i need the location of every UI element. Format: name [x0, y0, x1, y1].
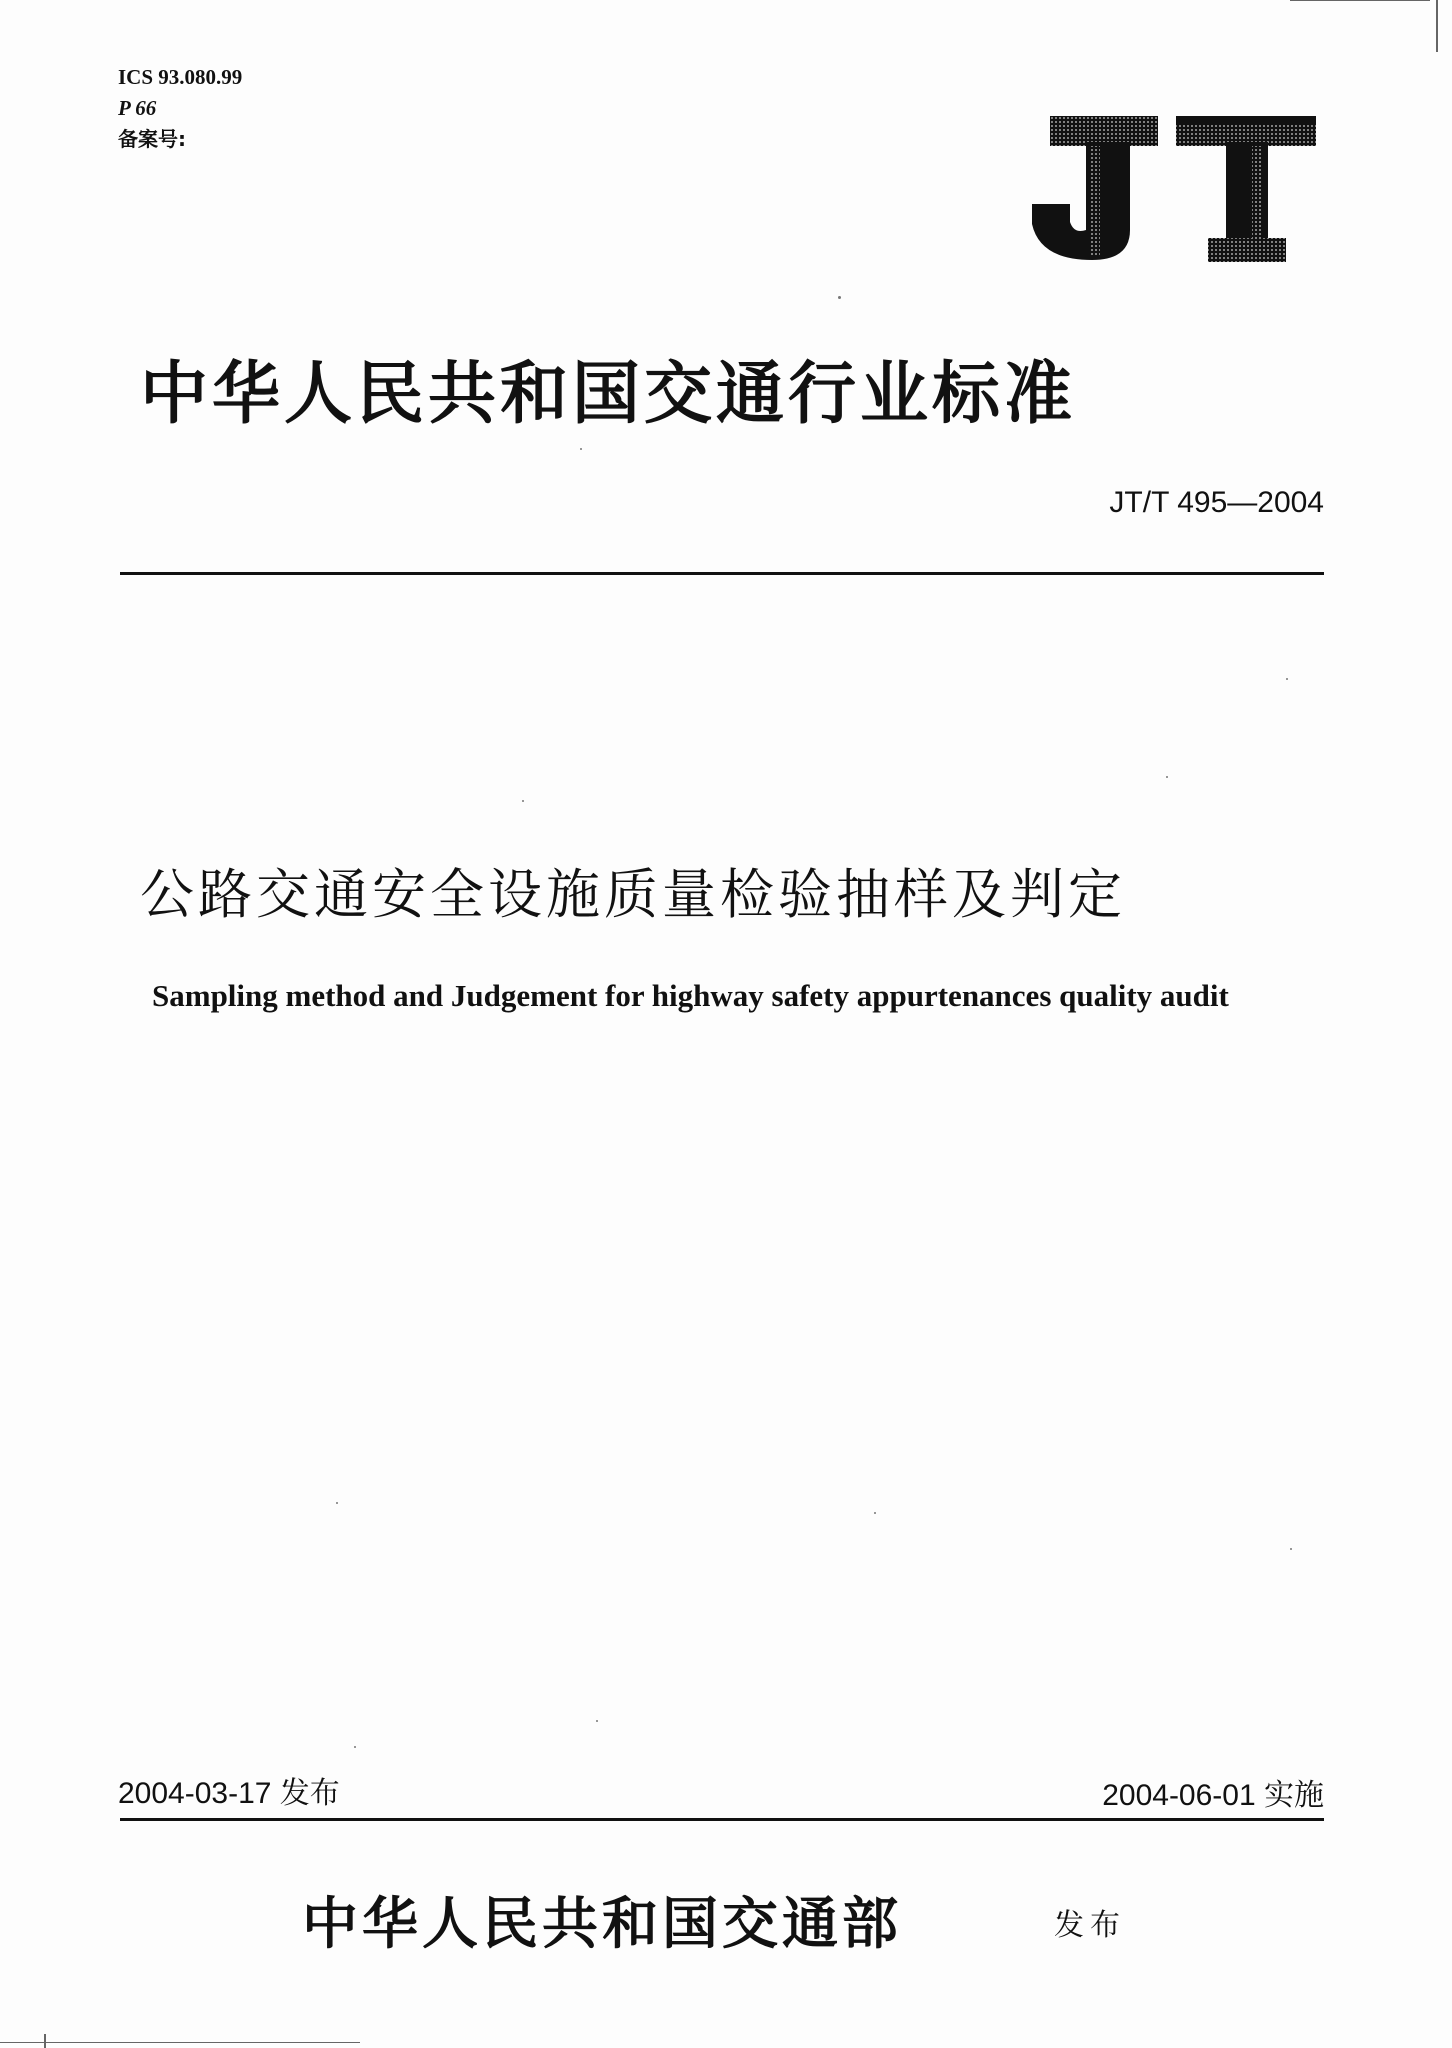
- scan-edge-mark: [0, 2042, 360, 2043]
- record-number-label: 备案号:: [118, 127, 186, 151]
- jt-standard-logo: [1030, 112, 1320, 264]
- scan-speck: [580, 448, 582, 450]
- scan-speck: [838, 296, 841, 299]
- document-title-chinese: 公路交通安全设施质量检验抽样及判定: [140, 863, 1126, 926]
- scan-speck: [596, 1720, 598, 1722]
- scan-edge-mark: [1436, 0, 1438, 52]
- scan-speck: [1290, 1548, 1292, 1550]
- issuing-authority: 中华人民共和国交通部: [302, 1891, 902, 1957]
- implementation-date: 2004-06-01 实施: [1102, 1779, 1324, 1812]
- logo-letter-j: [1032, 116, 1158, 260]
- scan-speck: [354, 1746, 356, 1748]
- classification-block: [118, 62, 242, 155]
- issuing-authority-suffix: 发布: [1054, 1908, 1126, 1943]
- class-code: P 66: [118, 96, 157, 120]
- scan-edge-mark: [1290, 0, 1430, 1]
- logo-letter-t: [1176, 116, 1316, 262]
- document-title-english: Sampling method and Judgement for highway safety appurtenances quality audit: [152, 978, 1229, 1013]
- standard-number: JT/T 495—2004: [1109, 486, 1324, 519]
- ics-code: ICS 93.080.99: [118, 65, 243, 89]
- standard-category-title: 中华人民共和国交通行业标准: [140, 354, 1077, 434]
- scan-speck: [522, 800, 524, 802]
- top-divider: [120, 572, 1324, 575]
- scan-edge-mark: [44, 2034, 46, 2048]
- bottom-divider: [120, 1818, 1324, 1821]
- scan-speck: [336, 1502, 338, 1504]
- scan-speck: [1166, 776, 1168, 778]
- scan-speck: [1286, 678, 1288, 680]
- scan-speck: [874, 1512, 876, 1514]
- issue-date: 2004-03-17 发布: [118, 1777, 340, 1810]
